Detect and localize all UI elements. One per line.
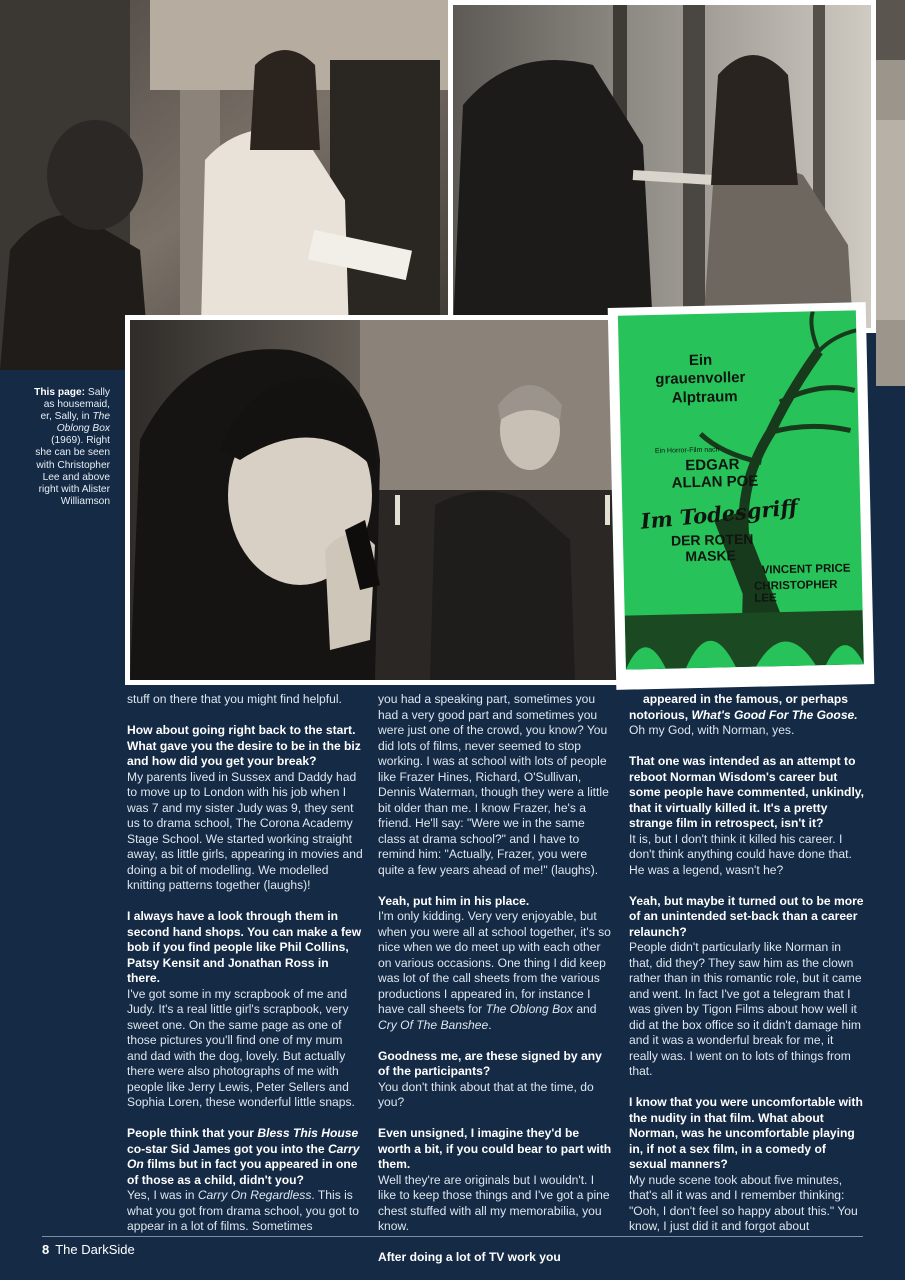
poster-title-1: DER ROTEN: [670, 530, 754, 549]
answer-part: I'm only kidding. Very very enjoyable, but when you were all at school together, it's so nice when we do meet up with each other on various occasions. One thing I did keep was lot of the call sheets from the various productions I appeared in, for instance I have call sheets for: [378, 909, 611, 1016]
poster-tagline-2: grauenvoller: [655, 368, 746, 388]
question: [127, 1126, 363, 1188]
answer-part: . This is what you got from drama school, you got to appear in a lot of films. Sometimes: [127, 1188, 359, 1233]
poster-subtitle: Ein Horror-Film nach: [654, 446, 720, 455]
page-number: 8: [42, 1242, 50, 1257]
answer-title: Cry Of The Banshee: [378, 1017, 489, 1032]
answer-part: Yes, I was in: [127, 1188, 198, 1202]
question-part: co-star Sid James got you into the: [127, 1141, 328, 1156]
photo-caption: [34, 387, 110, 508]
answer: I've got some in my scrapbook of me and Judy. It's a real little girl's scrapbook, very sweet one. On the same page as one of those pictures you'll find one of my mum and dad with the dog, lovely. But actually there were also photographs of me with people like Jerry Lewis, Peter Sellers and Sophia Loren, these wonderful little snaps.: [127, 986, 355, 1109]
question: Even unsigned, I imagine they'd be worth a bit, if you could bear to part with them.: [378, 1126, 612, 1171]
poster-title-script: Im Todesgriff: [639, 494, 799, 534]
caption-heading: This page:: [34, 387, 86, 398]
article-column-1: [127, 692, 363, 1250]
page-folio: [42, 1242, 135, 1257]
answer: People didn't particularly like Norman in that, did they? They saw him as the clown rather than in this romantic role, but it came and went. In fact I've got a telegram that I was given by Tigon Films about how well it did at the box office so it didn't damage him and it was a wonderful break for me, it really was. I went on to lots of things from that.: [629, 940, 862, 1078]
film-poster: [608, 302, 875, 690]
poster-star-1: VINCENT PRICE: [761, 562, 851, 577]
poster-artwork: [618, 310, 864, 669]
photo-with-christopher-lee: [125, 315, 628, 685]
question-title: What's Good For The Goose.: [691, 707, 858, 722]
answer: you had a speaking part, sometimes you had a very good part and sometimes you were just one of the crowd, you know? You did lots of films, never seemed to stop working. I was at school with lots of people like Frazer Hines, Richard, O'Sullivan, Dennis Waterman, though they were a little bit older than me. I know Frazer, he's a friend. He'll say: "Were we in the same class at drama school?" and I have to remind him: "Actually, Frazer, you were quite a few years ahead of me!" (laughs).: [378, 692, 609, 877]
answer-part: and: [572, 1002, 597, 1016]
question: [629, 692, 865, 723]
question: How about going right back to the start. What gave you the desire to be in the biz and how did you get your break?: [127, 723, 361, 768]
answer: It is, but I don't think it killed his career. I don't think anything could have done that. He was a legend, wasn't he?: [629, 831, 852, 877]
caption-film: The Oblong Box: [56, 411, 110, 435]
question-title: Bless This House: [257, 1126, 359, 1140]
poster-star-2: CHRISTOPHER LEE: [753, 578, 838, 605]
poster-title-2: MASKE: [685, 547, 737, 565]
answer: Well they're are originals but I wouldn't. I like to keep those things and I've got a pine chest stuffed with all my memorabilia, you know.: [378, 1172, 610, 1233]
question: That one was intended as an attempt to reboot Norman Wisdom's career but some people have commented, unkindly, that it virtually killed it. It's a pretty strange film in retrospect, isn't it?: [629, 754, 864, 830]
answer-title: Carry On Regardless: [197, 1188, 312, 1202]
footer-divider: [42, 1236, 863, 1237]
answer-title: The Oblong Box: [485, 1002, 573, 1016]
article-column-2: [378, 692, 614, 1266]
magazine-name: The DarkSide: [55, 1242, 135, 1257]
photo-alister-williamson: [448, 0, 876, 333]
article-column-3: [629, 692, 865, 1250]
paragraph: stuff on there that you might find helpful.: [127, 692, 342, 706]
question-title: Carry On: [127, 1141, 360, 1171]
question: Yeah, but maybe it turned out to be more of an unintended set-back than a career relaunch?: [629, 893, 864, 939]
poster-author-2: ALLAN POE: [671, 472, 759, 492]
answer: [127, 1188, 363, 1235]
question: I always have a look through them in second hand shops. You can make a few bob if you find people like Phil Collins, Patsy Kensit and Jonathan Ross in there.: [127, 909, 362, 985]
question: After doing a lot of TV work you: [378, 1250, 561, 1264]
question-part: films but in fact you appeared in one of those as a child, didn't you?: [127, 1157, 358, 1187]
photo-edge-strip: [876, 0, 905, 386]
answer: You don't think about that at the time, do you?: [378, 1079, 594, 1109]
answer: Oh my God, with Norman, yes.: [629, 723, 795, 737]
question-part: People think that your: [127, 1126, 258, 1140]
caption-line1: Sally as housemaid, er, Sally, in: [40, 387, 110, 423]
question: Goodness me, are these signed by any of the participants?: [378, 1048, 602, 1078]
question: I know that you were uncomfortable with the nudity in that film. What about Norman, was he uncomfortable playing in, if not a sex film, in a comedy of sexual manners?: [629, 1095, 863, 1171]
answer: My parents lived in Sussex and Daddy had to move up to London with his job when I was 7 and my sister Judy was 9, they sent us to drama school, The Corona Academy Stage School. We started working straight away, as little girls, appearing in movies and doing a bit of modelling. We modelled knitting patterns together (laughs)!: [127, 769, 363, 892]
answer-part: .: [488, 1017, 492, 1032]
poster-tagline-1: Ein: [688, 351, 713, 370]
caption-line2: (1969). Right she can be seen with Christopher Lee and above right with Alister Williamson: [35, 435, 110, 507]
poster-tagline-3: Alptraum: [671, 388, 738, 407]
answer: [378, 909, 614, 1033]
poster-author-1: EDGAR: [685, 456, 740, 475]
answer: My nude scene took about five minutes, that's all it was and I remember thinking: "Ooh, I don't feel so happy about this." You know, I just did it and forgot about: [629, 1172, 858, 1233]
question-part: appeared in the famous, or perhaps notorious,: [629, 692, 848, 722]
question: Yeah, put him in his place.: [378, 893, 530, 908]
